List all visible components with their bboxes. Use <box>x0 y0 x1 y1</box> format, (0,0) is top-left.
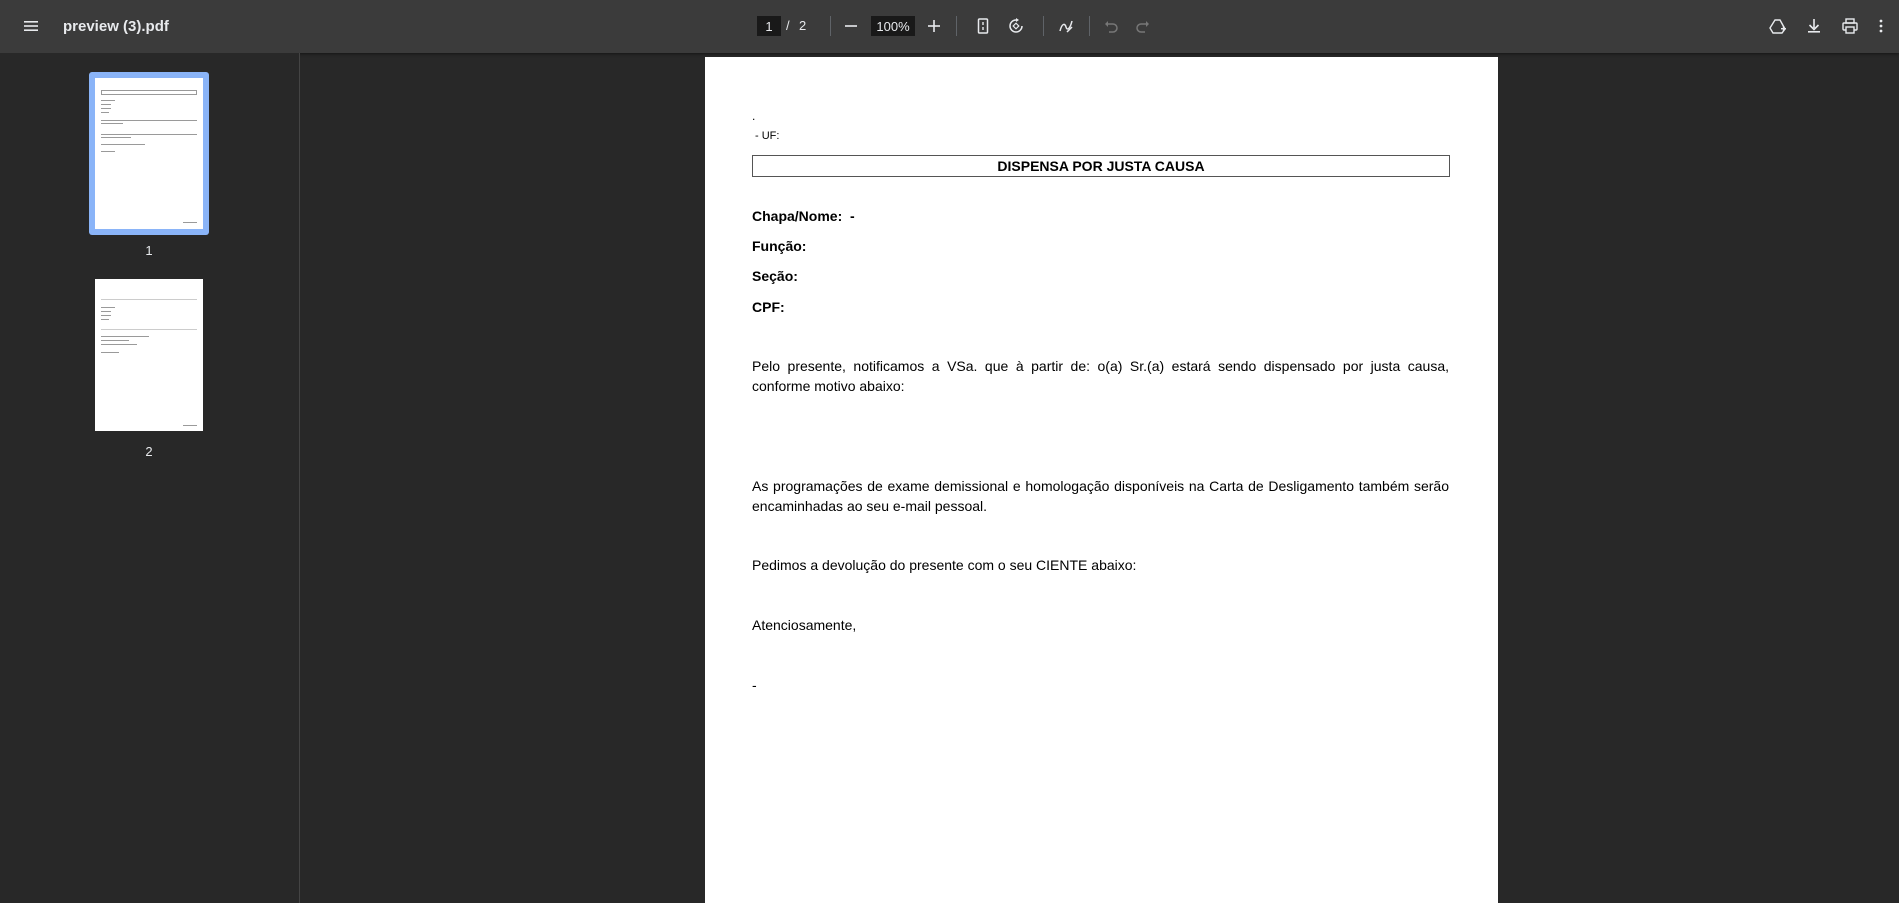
document-dot: . <box>752 109 756 123</box>
annotate-button[interactable] <box>1050 10 1082 42</box>
drive-add-icon <box>1769 17 1787 35</box>
field-label-chapa-nome: Chapa/Nome: <box>752 208 843 224</box>
document-page <box>705 57 1498 903</box>
more-options-button[interactable] <box>1869 10 1893 42</box>
save-to-drive-button[interactable] <box>1762 10 1794 42</box>
menu-button[interactable] <box>15 10 47 42</box>
zoom-in-button[interactable] <box>918 10 950 42</box>
page-thumbnail-2[interactable] <box>95 279 203 431</box>
toolbar-divider <box>1089 16 1090 36</box>
toolbar <box>0 0 1899 53</box>
zoom-out-button[interactable] <box>835 10 867 42</box>
download-button[interactable] <box>1798 10 1830 42</box>
notification-paragraph: Pelo presente, notificamos a VSa. que à partir de: o(a) Sr.(a) estará sendo dispensado por justa causa, conforme motivo abaixo: <box>752 358 1449 394</box>
print-button[interactable] <box>1834 10 1866 42</box>
toolbar-divider <box>830 16 831 36</box>
thumbnail-page-label-1: 1 <box>145 243 153 258</box>
page-number-input[interactable] <box>757 16 781 36</box>
zoom-input[interactable] <box>871 16 915 36</box>
uf-line: - UF: <box>755 130 780 142</box>
document-heading: DISPENSA POR JUSTA CAUSA <box>752 155 1450 177</box>
field-label-secao: Seção: <box>752 268 798 284</box>
toolbar-divider <box>956 16 957 36</box>
page-thumbnail-1[interactable] <box>95 78 203 229</box>
plus-icon <box>925 17 943 35</box>
schedule-paragraph: As programações de exame demissional e homologação disponíveis na Carta de Desligamento também serão encaminhadas ao seu e-mail pessoal. <box>752 478 1449 514</box>
undo-button[interactable] <box>1095 10 1127 42</box>
field-label-cpf: CPF: <box>752 299 785 315</box>
signature-line: - <box>752 677 757 693</box>
pen-annotate-icon <box>1057 17 1075 35</box>
hamburger-menu-icon <box>22 17 40 35</box>
more-vertical-icon <box>1872 17 1890 35</box>
redo-button[interactable] <box>1127 10 1159 42</box>
field-label-funcao: Função: <box>752 238 807 254</box>
fit-to-page-button[interactable] <box>967 10 999 42</box>
return-request-paragraph: Pedimos a devolução do presente com o seu CIENTE abaixo: <box>752 557 1137 573</box>
total-pages: 2 <box>799 18 807 33</box>
fit-page-icon <box>974 17 992 35</box>
toolbar-divider <box>1043 16 1044 36</box>
rotate-button[interactable] <box>1000 10 1032 42</box>
field-value-chapa-nome: - <box>850 208 855 224</box>
thumbnail-page-label-2: 2 <box>145 444 153 459</box>
redo-icon <box>1134 17 1152 35</box>
undo-icon <box>1102 17 1120 35</box>
closing-text: Atenciosamente, <box>752 617 857 633</box>
rotate-icon <box>1007 17 1025 35</box>
document-title: preview (3).pdf <box>63 18 169 35</box>
download-icon <box>1805 17 1823 35</box>
page-separator: / <box>786 18 790 33</box>
printer-icon <box>1841 17 1859 35</box>
minus-icon <box>842 17 860 35</box>
